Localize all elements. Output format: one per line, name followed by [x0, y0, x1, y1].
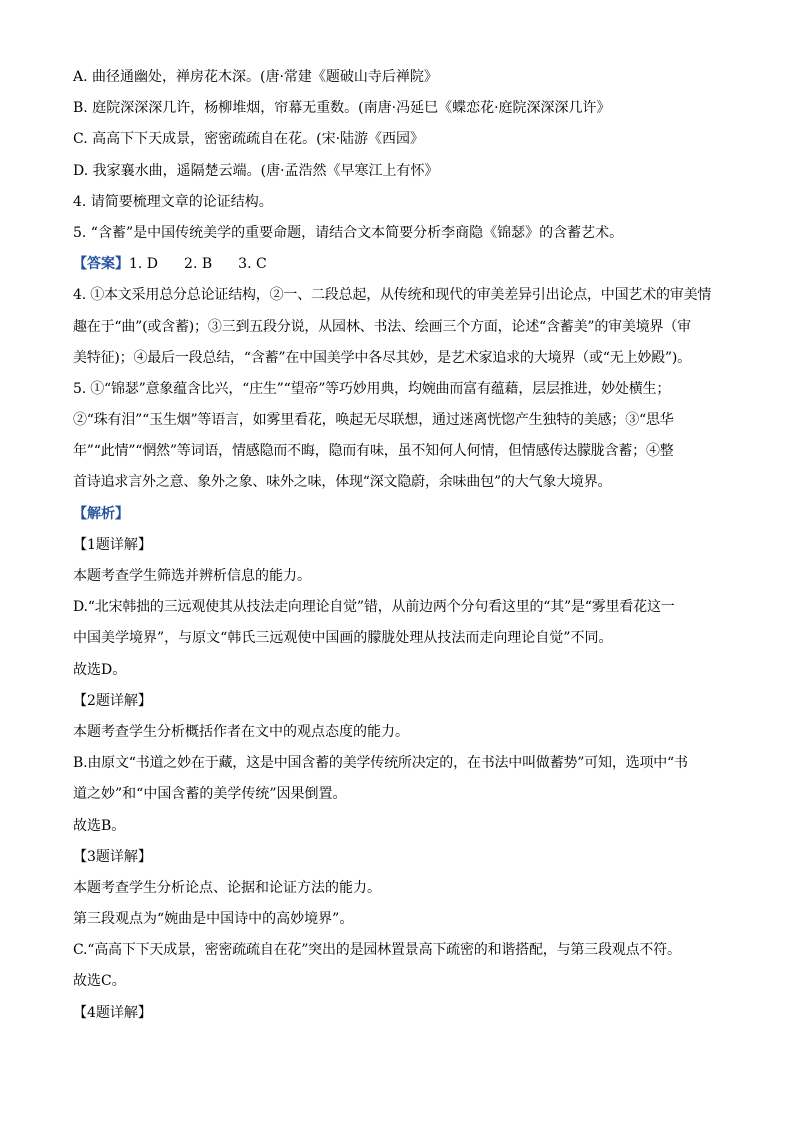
answer-2: 2. B: [184, 256, 213, 273]
q2-detail-line-3: 道之妙”和“中国含蓄的美学传统”因果倒置。: [73, 786, 347, 803]
document-page: [73, 62, 733, 1029]
analysis-label: 【解析】: [73, 505, 129, 522]
q2-detail-header: 【2题详解】: [73, 692, 152, 709]
option-b: B. 庭院深深深几许，杨柳堆烟，帘幕无重数。(南唐·冯延巳《蝶恋花·庭院深深深几许》: [73, 100, 611, 117]
option-d: D. 我家襄水曲，遥隔楚云端。(唐·孟浩然《早寒江上有怀》: [73, 162, 439, 179]
option-c: C. 高高下下天成景，密密疏疏自在花。(宋·陆游《西园》: [73, 131, 425, 148]
answer-5-line-4: 首诗追求言外之意、象外之象、味外之味，体现“深文隐蔚，余味曲包”的大气象大境界。: [73, 474, 612, 491]
q1-detail-line-4: 故选D。: [73, 661, 127, 678]
answer-4-line-2: 趣在于“曲”(或含蓄)；③三到五段分说，从园林、书法、绘画三个方面，论述“含蓄美”的审美境界（审: [73, 318, 691, 335]
answer-5-line-3: 年”“此情”“惘然”等词语，情感隐而不晦，隐而有味，虽不知何人何情，但情感传达朦胧含蓄；④整: [73, 443, 674, 460]
q1-detail-line-3: 中国美学境界”，与原文“韩氏三远观使中国画的朦胧处理从技法而走向理论自觉”不同。: [73, 630, 613, 647]
question-4: 4. 请简要梳理文章的论证结构。: [73, 193, 273, 210]
q3-detail-header: 【3题详解】: [73, 848, 152, 865]
answer-4-line-3: 美特征)；④最后一段总结，“含蓄”在中国美学中各尽其妙，是艺术家追求的大境界（或“无上妙殿”)。: [73, 349, 691, 366]
answer-5-line-1: 5. ①“锦瑟”意象蕴含比兴，“庄生”“望帝”等巧妙用典，均婉曲而富有蕴藉，层层推进，妙处横生；: [73, 380, 671, 397]
question-5: 5. “含蓄”是中国传统美学的重要命题，请结合文本简要分析李商隐《锦瑟》的含蓄艺术。: [73, 224, 624, 241]
answer-label: 【答案】: [73, 256, 129, 273]
q1-detail-header: 【1题详解】: [73, 536, 152, 553]
answer-4-line-1: 4. ①本文采用总分总论证结构，②一、二段总起，从传统和现代的审美差异引出论点，中国艺术的审美情: [73, 287, 712, 304]
q3-detail-line-1: 本题考查学生分析论点、论据和论证方法的能力。: [73, 879, 381, 896]
q1-detail-line-1: 本题考查学生筛选并辨析信息的能力。: [73, 568, 311, 584]
q2-detail-line-2: B.由原文“书道之妙在于藏，这是中国含蓄的美学传统所决定的，在书法中叫做蓄势”可知，选项中“书: [73, 755, 688, 772]
answer-5-line-2: ②“珠有泪”“玉生烟”等语言，如雾里看花，唤起无尽联想，通过迷离恍惚产生独特的美感；③“思华: [73, 412, 674, 429]
q2-detail-line-4: 故选B。: [73, 817, 126, 834]
q1-detail-line-2: D.“北宋韩拙的三远观使其从技法走向理论自觉”错，从前边两个分句看这里的“其”是“雾里看花这一: [73, 599, 675, 616]
q3-detail-line-2: 第三段观点为“婉曲是中国诗中的高妙境界”。: [73, 911, 354, 928]
option-a: A. 曲径通幽处，禅房花木深。(唐·常建《题破山寺后禅院》: [73, 69, 438, 85]
q2-detail-line-1: 本题考查学生分析概括作者在文中的观点态度的能力。: [73, 723, 409, 740]
q3-detail-line-3: C.“高高下下天成景，密密疏疏自在花”突出的是园林置景高下疏密的和谐搭配，与第三段观点不符。: [73, 942, 681, 959]
q4-detail-header: 【4题详解】: [73, 1004, 152, 1021]
answer-row: [73, 249, 733, 280]
answer-1: 1. D: [129, 256, 159, 273]
q3-detail-line-4: 故选C。: [73, 973, 126, 990]
answer-3: 3. C: [238, 256, 267, 273]
